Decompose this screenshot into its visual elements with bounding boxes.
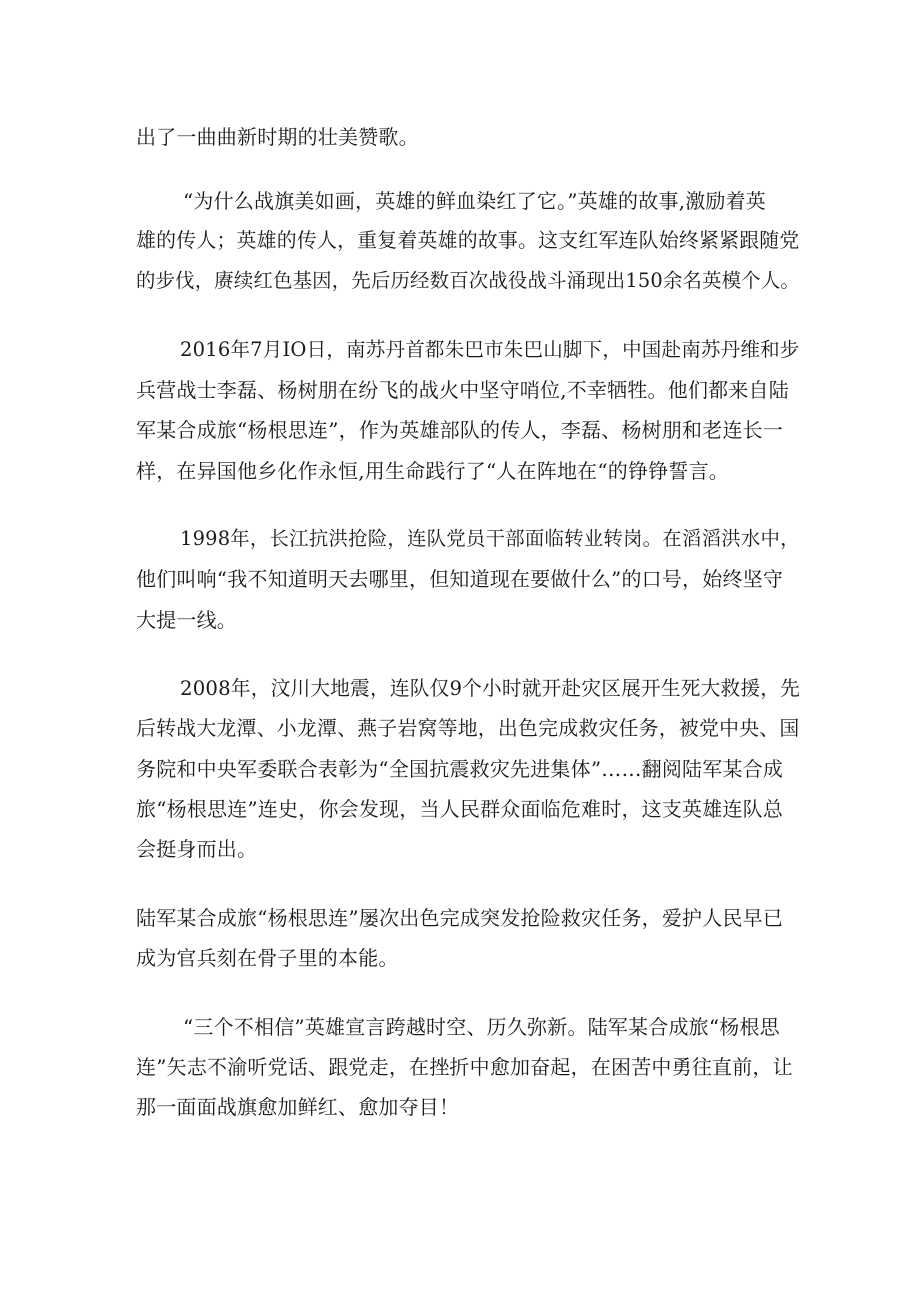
paragraph-3-line-4: 样，在异国他乡化作永恒,用生命践行了“人在阵地在“的铮铮誓言。 <box>136 459 730 483</box>
paragraph-4-line-1: 1998年，长江抗洪抢险，连队党员干部面临转业转岗。在滔滔洪水中， <box>180 527 800 550</box>
paragraph-3-line-3: 军某合成旅“杨根思连”，作为英雄部队的传人，李磊、杨树朋和老连长一 <box>136 418 784 442</box>
paragraph-7-line-1: “三个不相信”英雄宣言跨越时空、历久弥新。陆军某合成旅“杨根思 <box>183 1015 780 1039</box>
paragraph-7-line-3: 那一面面战旗愈加鲜红、愈加夺目！ <box>136 1095 460 1119</box>
paragraph-2-line-2: 雄的传人；英雄的传人，重复着英雄的故事。这支红军连队始终紧紧跟随党 <box>136 229 800 252</box>
paragraph-5-line-5: 会挺身而出。 <box>136 837 258 861</box>
paragraph-3-line-1: 2016年7月IO日，南苏丹首都朱巴市朱巴山脚下，中国赴南苏丹维和步 <box>180 338 800 361</box>
paragraph-5-line-1: 2008年，汶川大地震，连队仅9个小时就开赴灾区展开生死大救援，先 <box>180 677 800 700</box>
paragraph-5-line-2: 后转战大龙潭、小龙潭、燕子岩窝等地，出色完成救灾任务，被党中央、国 <box>136 717 800 740</box>
paragraph-3-line-2: 兵营战士李磊、杨树朋在纷飞的战火中坚守哨位,不幸牺牲。他们都来自陆 <box>136 378 789 402</box>
paragraph-4-line-2: 他们叫响“我不知道明天去哪里，但知道现在要做什么”的口号，始终坚守 <box>136 567 784 591</box>
paragraph-2-line-1: “为什么战旗美如画，英雄的鲜血染红了它。”英雄的故事,激励着英 <box>183 189 767 213</box>
paragraph-6-line-1: 陆军某合成旅“杨根思连”屡次出色完成突发抢险救灾任务，爱护人民早已 <box>136 906 784 930</box>
paragraph-7-line-2: 连”矢志不渝听党话、跟党走，在挫折中愈加奋起，在困苦中勇往直前，让 <box>136 1055 793 1079</box>
paragraph-6-line-2: 成为官兵刻在骨子里的本能。 <box>136 946 399 970</box>
paragraph-5-line-4: 旅“杨根思连”连史，你会发现，当人民群众面临危难时，这支英雄连队总 <box>136 797 784 821</box>
paragraph-2-line-3: 的步伐，赓续红色基因，先后历经数百次战役战斗涌现出150余名英模个人。 <box>136 269 800 292</box>
paragraph-5-line-3: 务院和中央军委联合表彰为“全国抗震救灾先进集体”……翻阅陆军某合成 <box>136 757 784 781</box>
paragraph-4-line-3: 大提一线。 <box>136 608 237 632</box>
paragraph-1-line-1: 出了一曲曲新时期的壮美赞歌。 <box>136 125 419 149</box>
